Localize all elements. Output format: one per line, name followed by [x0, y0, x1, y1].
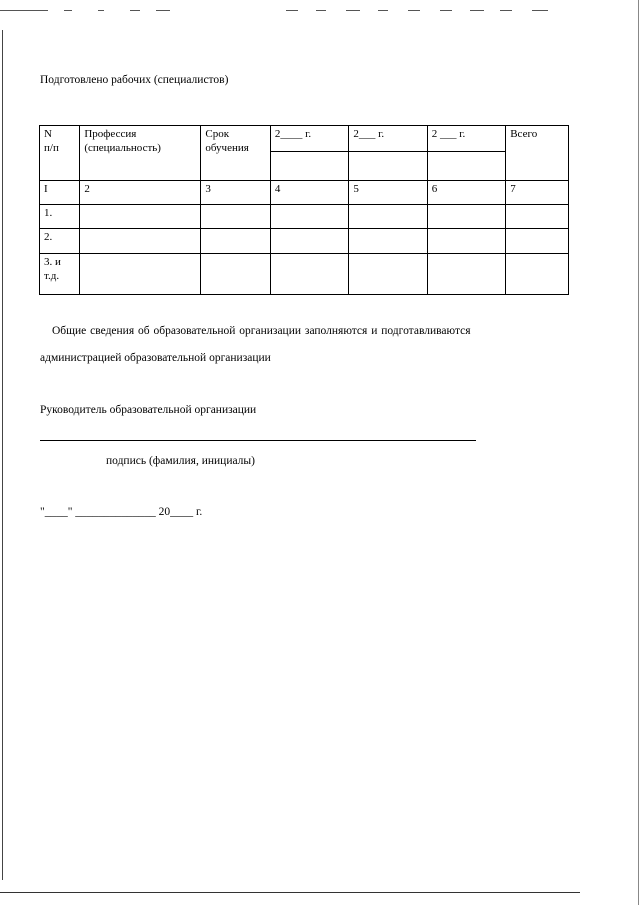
- table-row: [40, 229, 569, 254]
- scan-artifact-top: [0, 8, 640, 12]
- table-row: [40, 254, 569, 295]
- header-term-line1: Срок: [205, 128, 230, 140]
- numbering-cell: 3: [201, 181, 270, 205]
- table-cell: [349, 205, 427, 229]
- numbering-cell: 7: [506, 181, 569, 205]
- header-profession-line1: Профессия: [84, 128, 137, 140]
- table-cell: [427, 254, 505, 295]
- row-label: 1.: [40, 205, 80, 229]
- numbering-cell: I: [40, 181, 80, 205]
- table-cell: [80, 205, 201, 229]
- numbering-cell: 4: [270, 181, 348, 205]
- table-cell: [427, 229, 505, 254]
- table-cell: [201, 205, 270, 229]
- year-2-subcell: [349, 152, 427, 181]
- header-year-3: 2 ___ г.: [427, 126, 505, 152]
- row-label-line1: 3. и: [44, 256, 61, 268]
- table-cell: [506, 254, 569, 295]
- table-cell: [349, 229, 427, 254]
- scan-artifact-bottom: [0, 892, 580, 893]
- date-line: "____" ______________ 20____ г.: [40, 506, 203, 518]
- table-cell: [506, 205, 569, 229]
- header-number-line1: N: [44, 128, 52, 140]
- header-term: [201, 126, 270, 181]
- header-profession: [80, 126, 201, 181]
- table-numbering-row: [40, 181, 569, 205]
- table-cell: [270, 205, 348, 229]
- table-cell: [80, 254, 201, 295]
- table-row: [40, 205, 569, 229]
- table-cell: [427, 205, 505, 229]
- year-1-subcell: [270, 152, 348, 181]
- table-cell: [201, 254, 270, 295]
- table-header-row: [40, 126, 569, 152]
- table-cell: [349, 254, 427, 295]
- section-heading: Подготовлено рабочих (специалистов): [40, 74, 229, 86]
- numbering-cell: 2: [80, 181, 201, 205]
- note-line-1: Общие сведения об образовательной организации заполняются и подготавливаются: [52, 325, 471, 337]
- table-cell: [506, 229, 569, 254]
- table-cell: [270, 254, 348, 295]
- signature-line: [40, 440, 476, 441]
- header-year-2: 2___ г.: [349, 126, 427, 152]
- workers-trained-table: [39, 125, 569, 295]
- row-label: [40, 254, 80, 295]
- signature-caption: подпись (фамилия, инициалы): [106, 455, 255, 467]
- header-number-line2: п/п: [44, 142, 59, 154]
- row-label: 2.: [40, 229, 80, 254]
- scan-artifact-right: [638, 0, 639, 905]
- header-year-1: 2____ г.: [270, 126, 348, 152]
- table-cell: [80, 229, 201, 254]
- table-cell: [201, 229, 270, 254]
- row-label-line2: т.д.: [44, 270, 60, 282]
- scan-artifact-left: [2, 30, 3, 880]
- head-label: Руководитель образовательной организации: [40, 404, 257, 416]
- note-line-2: администрацией образовательной организации: [40, 352, 271, 364]
- header-term-line2: обучения: [205, 142, 249, 154]
- numbering-cell: 5: [349, 181, 427, 205]
- table-cell: [270, 229, 348, 254]
- header-total: Всего: [506, 126, 569, 181]
- year-3-subcell: [427, 152, 505, 181]
- numbering-cell: 6: [427, 181, 505, 205]
- header-profession-line2: (специальность): [84, 142, 161, 154]
- header-number: [40, 126, 80, 181]
